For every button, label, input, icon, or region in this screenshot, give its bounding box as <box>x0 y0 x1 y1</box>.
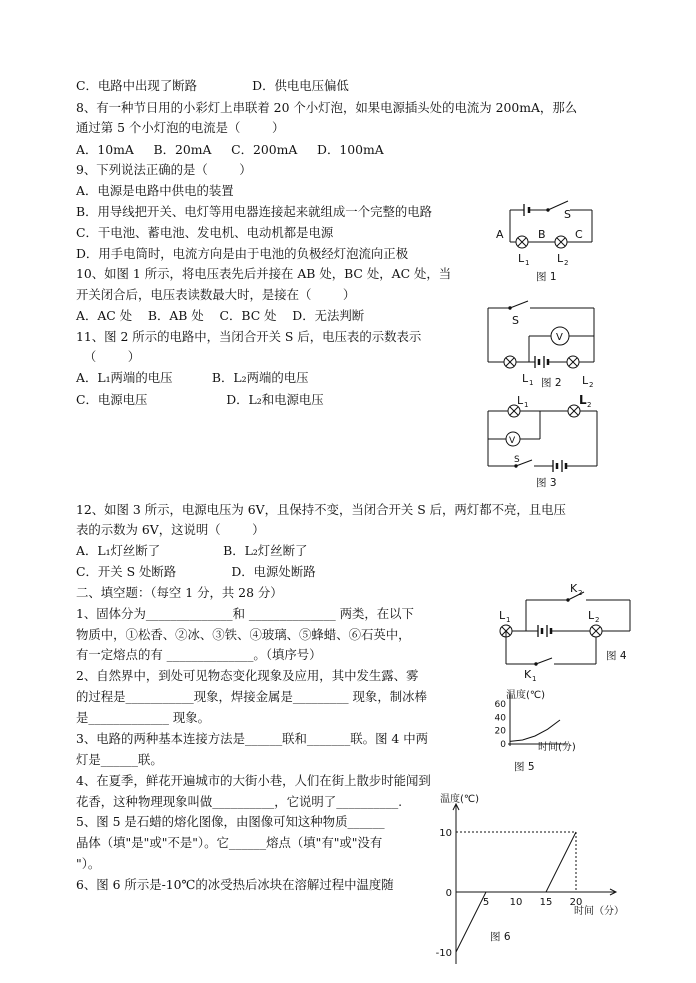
label-l2-sub: 2 <box>587 401 592 409</box>
text-line: "）。 <box>76 856 101 871</box>
series-line <box>510 720 560 741</box>
text-line: C．电路中出现了断路 D．供电电压偏低 <box>76 78 349 93</box>
text-line: 9、下列说法正确的是（ ） <box>76 162 252 177</box>
label-l2: L <box>579 393 587 407</box>
y-tick-label: 20 <box>494 726 506 737</box>
text-line: A．电源是电路中供电的装置 <box>76 183 234 198</box>
figure-1-caption: 图 1 <box>536 271 557 283</box>
label-c: C <box>575 228 583 241</box>
label-b: B <box>538 228 546 241</box>
text-line: 是_____________ 现象。 <box>76 710 211 725</box>
label-l1: L <box>517 394 524 407</box>
label-l2-sub: 2 <box>564 259 569 267</box>
label-l2: L <box>557 252 564 265</box>
text-line: A．10mA B．20mA C．200mA D．100mA <box>76 142 384 157</box>
text-line: 开关闭合后，电压表读数最大时，是接在（ ） <box>76 287 356 302</box>
label-l1: L <box>518 252 525 265</box>
text-line: 有一定熔点的有 ______________。（填序号） <box>76 647 322 662</box>
figure-5-chart <box>478 686 598 778</box>
text-line: 11、图 2 所示的电路中，当闭合开关 S 后，电压表的示数表示 <box>76 329 422 344</box>
label-k2: K <box>570 582 578 595</box>
label-l1-sub: 1 <box>525 259 530 267</box>
label-l1-sub: 1 <box>524 401 529 409</box>
text-line: 4、在夏季，鲜花开遍城市的大街小巷，人们在街上散步时能闻到 <box>76 773 431 788</box>
figure-1 <box>480 196 610 288</box>
y-tick-label: -10 <box>435 948 452 959</box>
text-line: 1、固体分为______________和 ______________ 两类，在以下 <box>76 606 414 621</box>
voltmeter-label: V <box>509 436 516 446</box>
text-line: 通过第 5 个小灯泡的电流是（ ） <box>76 120 285 135</box>
text-line: 灯是______联。 <box>76 752 163 767</box>
y-axis-label: 温度(℃) <box>506 690 546 701</box>
y-tick-label: 0 <box>445 888 452 899</box>
label-a: A <box>496 228 504 241</box>
figure-4 <box>480 582 638 682</box>
y-tick-label: 10 <box>439 828 452 839</box>
label-k1: K <box>524 668 532 681</box>
text-line: 6、图 6 所示是-10℃的冰受热后冰块在溶解过程中温度随 <box>76 877 394 892</box>
y-tick-label: 40 <box>494 713 506 724</box>
figure-3 <box>480 394 605 490</box>
label-s: S <box>564 208 571 221</box>
chart-title: 图 5 <box>514 761 535 773</box>
text-line: A．L₁灯丝断了 B．L₂灯丝断了 <box>76 543 308 558</box>
text-line: （ ） <box>76 349 141 364</box>
label-k1-sub: 1 <box>532 675 537 683</box>
chart-title: 图 6 <box>490 931 511 943</box>
y-tick-label: 60 <box>494 700 506 710</box>
label-l2-sub: 2 <box>589 381 594 389</box>
x-tick-label: 5 <box>482 897 490 908</box>
label-s: S <box>512 314 519 327</box>
text-line: 8、有一种节日用的小彩灯上串联着 20 个小灯泡，如果电源插头处的电流为 200mA，那么 <box>76 100 578 115</box>
x-tick-label: 10 <box>509 897 523 908</box>
figure-2-caption: 图 2 <box>541 377 562 389</box>
label-l2-sub: 2 <box>595 616 600 624</box>
label-l2: L <box>588 609 595 622</box>
text-line: 二、填空题：（每空 1 分，共 28 分） <box>76 585 283 600</box>
text-line: 12、如图 3 所示，电源电压为 6V，且保持不变，当闭合开关 S 后，两灯都不亮，且电压 <box>76 502 566 517</box>
text-line: 5、图 5 是石蜡的熔化图像，由图像可知这种物质______ <box>76 814 385 829</box>
figure-2 <box>480 298 605 390</box>
text-line: 3、电路的两种基本连接方法是______联和_______联。图 4 中两 <box>76 731 428 746</box>
text-line: D．用手电筒时，电流方向是由于电池的负极经灯泡流向正极 <box>76 246 409 261</box>
label-l1-sub: 1 <box>506 616 511 624</box>
x-axis-label: 时间（分） <box>574 906 624 917</box>
figure-3-caption: 图 3 <box>536 477 557 489</box>
text-line: A．AC 处 B．AB 处 C．BC 处 D．无法判断 <box>76 308 365 323</box>
text-line: C．干电池、蓄电池、发电机、电动机都是电源 <box>76 225 334 240</box>
text-line: 10、如图 1 所示，将电压表先后并接在 AB 处，BC 处，AC 处，当 <box>76 266 452 281</box>
text-line: A．L₁两端的电压 B．L₂两端的电压 <box>76 370 309 385</box>
label-l1: L <box>499 609 506 622</box>
figure-4-caption: 图 4 <box>606 650 627 662</box>
text-line: B．用导线把开关、电灯等用电器连接起来就组成一个完整的电路 <box>76 204 433 219</box>
text-line: C．开关 S 处断路 D．电源处断路 <box>76 564 316 579</box>
text-line: 2、自然界中，到处可见物态变化现象及应用，其中发生露、雾 <box>76 668 419 683</box>
text-line: 表的示数为 6V，这说明（ ） <box>76 522 265 537</box>
text-line: 的过程是___________现象，焊接金属是_________ 现象，制冰棒 <box>76 689 427 704</box>
x-axis-label: 时间(分) <box>538 742 576 753</box>
label-l1-sub: 1 <box>529 379 534 387</box>
text-line: 晶体（填"是"或"不是"）。它______熔点（填"有"或"没有 <box>76 835 383 850</box>
voltmeter-label: V <box>556 332 563 343</box>
label-k2-sub: 2 <box>578 589 583 597</box>
text-line: 花香，这种物理现象叫做__________，它说明了__________. <box>76 794 403 809</box>
label-s: S <box>514 455 520 465</box>
label-l2: L <box>582 374 589 387</box>
figure-6-chart <box>434 790 624 976</box>
y-tick-label: 0 <box>500 740 506 750</box>
y-axis-label: 温度(℃) <box>440 794 480 805</box>
label-l1: L <box>522 372 529 385</box>
text-line: C．电源电压 D．L₂和电源电压 <box>76 392 324 407</box>
x-tick-label: 15 <box>539 897 553 908</box>
x-tick-label: 20 <box>569 897 583 908</box>
text-line: 物质中，①松香、②冰、③铁、④玻璃、⑤蜂蜡、⑥石英中， <box>76 627 411 642</box>
